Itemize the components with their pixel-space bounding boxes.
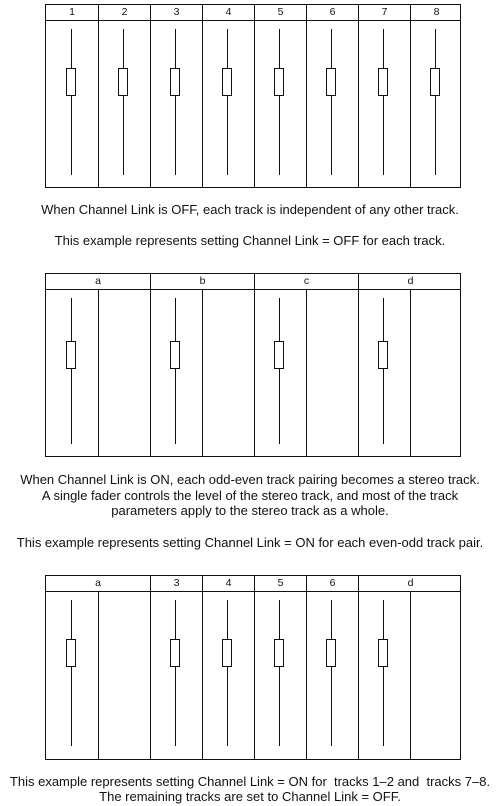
track-header-3: 3 [150, 5, 202, 20]
fader-a [66, 341, 76, 369]
caption-mixed-line-2: The remaining tracks are set to Channel Link = OFF. [99, 789, 401, 804]
fader-a [66, 639, 76, 667]
track-divider [410, 21, 411, 187]
track-divider [410, 290, 411, 456]
fader-track-4 [227, 29, 228, 175]
fader-track-d [383, 298, 384, 444]
track-divider [98, 592, 99, 759]
track-header-8: 8 [410, 5, 462, 20]
caption-mixed-line-1: This example represents setting Channel Link = ON for tracks 1–2 and tracks 7–8. [9, 774, 491, 789]
track-divider [98, 290, 99, 456]
fader-c [274, 341, 284, 369]
track-header-7: 7 [358, 5, 410, 20]
track-header-row [46, 576, 460, 592]
stereo-header-a: a [95, 275, 101, 287]
diagram-channel-link-on [45, 273, 461, 457]
track-divider [254, 592, 255, 759]
track-divider [202, 592, 203, 759]
track-header-1: 1 [69, 6, 75, 18]
fader-3 [170, 68, 180, 96]
fader-track-3 [175, 29, 176, 175]
track-divider [358, 290, 359, 456]
track-header-6: 6 [306, 576, 358, 591]
fader-track-2 [123, 29, 124, 175]
fader-track-5 [279, 29, 280, 175]
track-divider [202, 21, 203, 187]
stereo-header-d: d [358, 274, 462, 289]
fader-8 [430, 68, 440, 96]
fader-track-6 [331, 29, 332, 175]
fader-6 [326, 68, 336, 96]
track-header-5: 5 [254, 576, 306, 591]
fader-track-1 [71, 29, 72, 175]
fader-track-c [279, 298, 280, 444]
caption-off-line-1: When Channel Link is OFF, each track is independent of any other track. [41, 202, 459, 217]
fader-d [378, 639, 388, 667]
fader-b [170, 341, 180, 369]
track-header-5: 5 [254, 5, 306, 20]
track-divider [254, 290, 255, 456]
fader-3 [170, 639, 180, 667]
fader-track-a [71, 298, 72, 444]
diagram-channel-link-mixed [45, 575, 461, 760]
fader-6 [326, 639, 336, 667]
fader-2 [118, 68, 128, 96]
stereo-header-d: d [358, 576, 462, 591]
fader-7 [378, 68, 388, 96]
fader-track-8 [435, 29, 436, 175]
fader-5 [274, 68, 284, 96]
fader-track-b [175, 298, 176, 444]
fader-1 [66, 68, 76, 96]
fader-track-d [383, 600, 384, 746]
fader-track-5 [279, 600, 280, 746]
stereo-header-b: b [150, 274, 254, 289]
track-header-2: 2 [98, 5, 150, 20]
fader-4 [222, 68, 232, 96]
fader-4 [222, 639, 232, 667]
track-divider [150, 21, 151, 187]
track-divider [254, 21, 255, 187]
track-header-row [46, 274, 460, 290]
track-header-6: 6 [306, 5, 358, 20]
track-divider [202, 290, 203, 456]
stereo-header-c: c [254, 274, 358, 289]
fader-track-4 [227, 600, 228, 746]
caption-on-line-4: This example represents setting Channel Link = ON for each even-odd track pair. [16, 535, 484, 550]
track-header-4: 4 [202, 5, 254, 20]
track-divider [306, 592, 307, 759]
fader-5 [274, 639, 284, 667]
caption-on-line-3: parameters apply to the stereo track as a whole. [111, 503, 389, 518]
track-divider [306, 21, 307, 187]
fader-track-7 [383, 29, 384, 175]
caption-on-line-2: A single fader controls the level of the stereo track, and most of the track [41, 488, 459, 503]
track-divider [410, 592, 411, 759]
caption-off-line-2: This example represents setting Channel Link = OFF for each track. [54, 233, 446, 248]
fader-track-a [71, 600, 72, 746]
track-divider [98, 21, 99, 187]
fader-d [378, 341, 388, 369]
fader-track-6 [331, 600, 332, 746]
diagram-channel-link-off [45, 4, 461, 188]
track-header-4: 4 [202, 576, 254, 591]
caption-on-line-1: When Channel Link is ON, each odd-even track pairing becomes a stereo track. [20, 472, 480, 487]
fader-track-3 [175, 600, 176, 746]
track-divider [150, 592, 151, 759]
track-divider [150, 290, 151, 456]
track-header-3: 3 [150, 576, 202, 591]
track-divider [358, 592, 359, 759]
track-divider [358, 21, 359, 187]
track-header-row [46, 5, 460, 21]
track-divider [306, 290, 307, 456]
stereo-header-a: a [95, 577, 101, 589]
